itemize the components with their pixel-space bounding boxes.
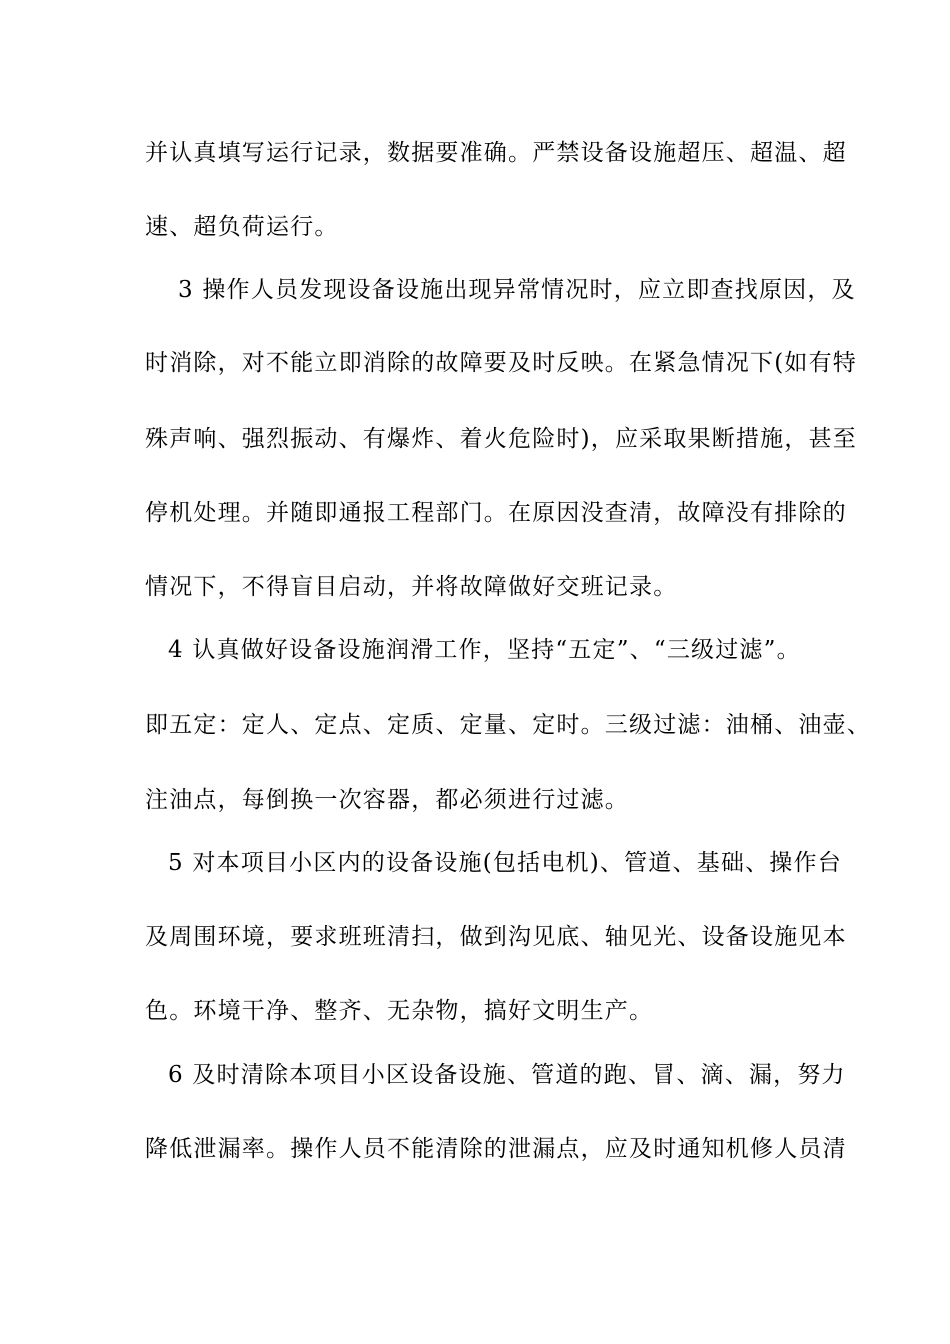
paragraph-line: 即五定：定人、定点、定质、定量、定时。三级过滤：油桶、油壶、 [145,712,871,738]
paragraph-line: 停机处理。并随即通报工程部门。在原因没查清，故障没有排除的 [145,500,847,526]
paragraph-line: 及周围环境，要求班班清扫，做到沟见底、轴见光、设备设施见本 [145,924,847,950]
paragraph-line: 降低泄漏率。操作人员不能清除的泄漏点，应及时通知机修人员清 [145,1136,847,1162]
paragraph-line: 情况下，不得盲目启动，并将故障做好交班记录。 [145,574,678,600]
paragraph-line: 时消除，对不能立即消除的故障要及时反映。在紧急情况下(如有特 [145,350,857,376]
paragraph-line: 殊声响、强烈振动、有爆炸、着火危险时)，应采取果断措施，甚至 [145,426,857,452]
paragraph-line: 色。环境干净、整齐、无杂物，搞好文明生产。 [145,998,654,1024]
paragraph-line: 注油点，每倒换一次容器，都必须进行过滤。 [145,787,629,813]
paragraph-line: 6 及时清除本项目小区设备设施、管道的跑、冒、滴、漏，努力 [168,1062,846,1088]
paragraph-line: 3 操作人员发现设备设施出现异常情况时，应立即查找原因，及 [178,277,856,303]
paragraph-line: 4 认真做好设备设施润滑工作，坚持“五定”、“三级过滤”。 [168,637,801,663]
paragraph-line: 速、超负荷运行。 [145,214,339,240]
paragraph-line: 并认真填写运行记录，数据要准确。严禁设备设施超压、超温、超 [145,140,847,166]
paragraph-line: 5 对本项目小区内的设备设施(包括电机)、管道、基础、操作台 [168,850,842,876]
